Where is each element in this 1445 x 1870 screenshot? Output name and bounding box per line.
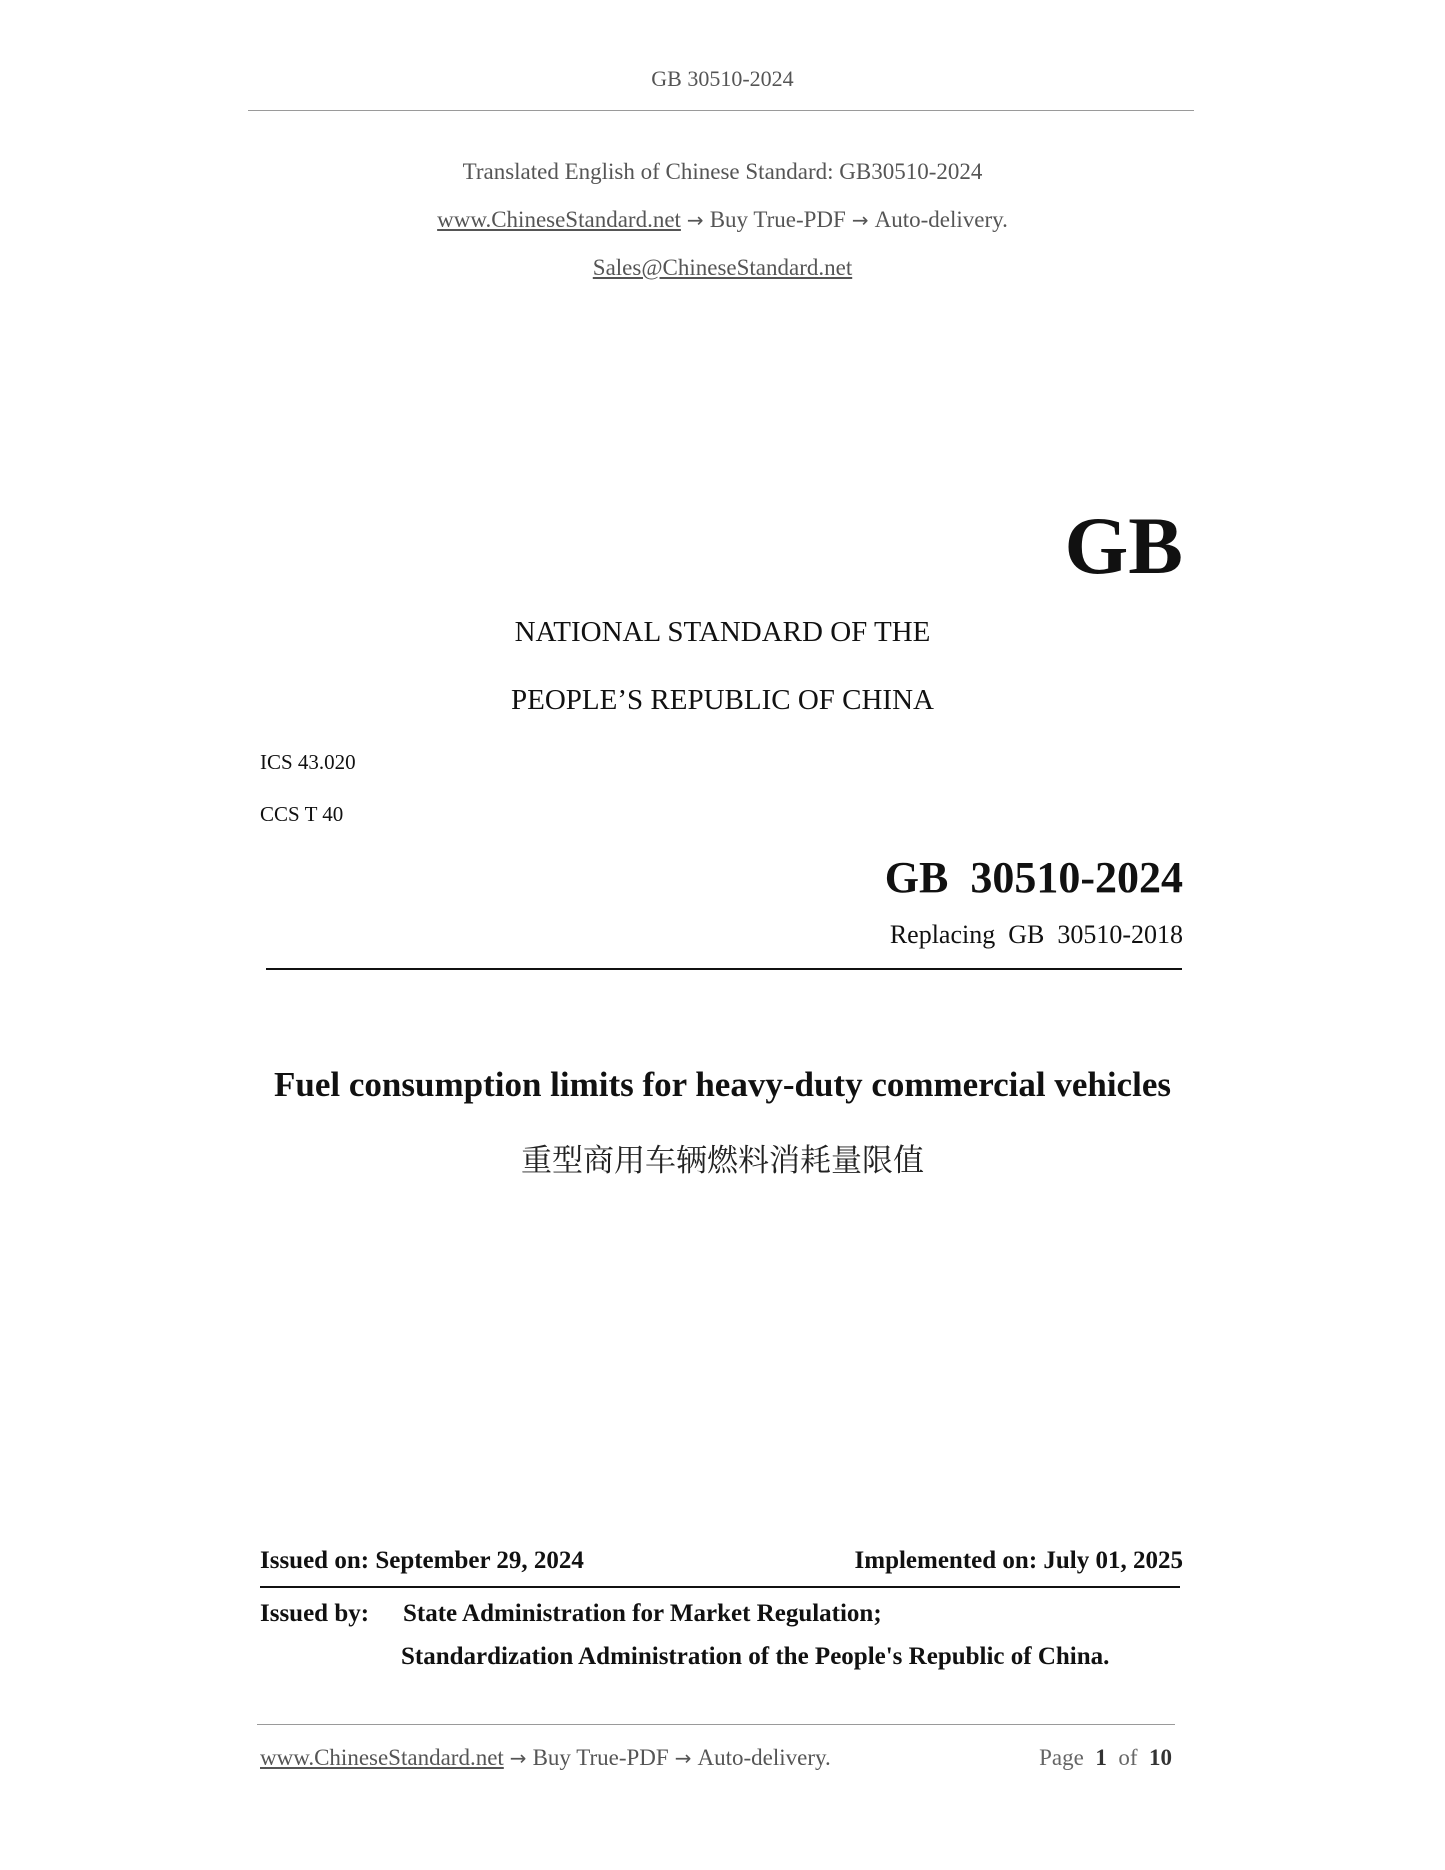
arrow-right-icon: →: [851, 208, 869, 232]
issuing-org-1: State Administration for Market Regulation;: [403, 1600, 882, 1627]
replacing-note: Replacing GB 30510-2018: [889, 920, 1183, 949]
ics-code: ICS 43.020: [260, 750, 356, 774]
page-total: 10: [1149, 1745, 1172, 1770]
issued-by-label: Issued by:: [260, 1600, 370, 1627]
title-divider: [266, 968, 1182, 970]
standard-number: GB 30510-2024: [884, 853, 1183, 902]
footer-divider: [257, 1724, 1175, 1725]
gb-mark: GB: [1064, 500, 1183, 591]
of-word: of: [1118, 1745, 1138, 1770]
document-title: Fuel consumption limits for heavy-duty commercial vehicles: [274, 1065, 1171, 1104]
header-divider: [248, 110, 1194, 111]
buy-text: Buy True-PDF: [709, 207, 846, 232]
page-indicator: [1039, 1745, 1172, 1771]
page-number: 1: [1095, 1745, 1107, 1770]
buy-line: [0, 207, 1445, 233]
national-standard-line-2: PEOPLE’S REPUBLIC OF CHINA: [511, 684, 934, 716]
document-title-chinese: 重型商用车辆燃料消耗量限值: [521, 1143, 924, 1179]
footer-buy-text: Buy True-PDF: [532, 1745, 669, 1770]
page-header: GB 30510-2024: [651, 66, 794, 91]
auto-delivery-text: Auto-delivery.: [874, 207, 1008, 232]
implemented-on-date: Implemented on: July 01, 2025: [854, 1547, 1183, 1574]
issuing-org-2: Standardization Administration of the People's Republic of China.: [401, 1643, 1110, 1670]
national-standard-line-1: NATIONAL STANDARD OF THE: [514, 616, 931, 648]
translated-note: Translated English of Chinese Standard: GB30510-2024: [462, 159, 983, 184]
footer-auto-text: Auto-delivery.: [697, 1745, 831, 1770]
footer-links: [260, 1745, 831, 1771]
page-word: Page: [1039, 1745, 1084, 1770]
sales-email-link[interactable]: Sales@ChineseStandard.net: [592, 255, 853, 280]
sales-line: [0, 255, 1445, 281]
issued-on-date: Issued on: September 29, 2024: [260, 1547, 584, 1574]
arrow-right-icon: →: [509, 1746, 527, 1770]
arrow-right-icon: →: [686, 208, 704, 232]
site-link[interactable]: www.ChineseStandard.net: [437, 207, 681, 232]
ccs-code: CCS T 40: [260, 802, 344, 826]
footer-site-link[interactable]: www.ChineseStandard.net: [260, 1745, 504, 1770]
arrow-right-icon: →: [674, 1746, 692, 1770]
dates-divider: [260, 1586, 1180, 1588]
